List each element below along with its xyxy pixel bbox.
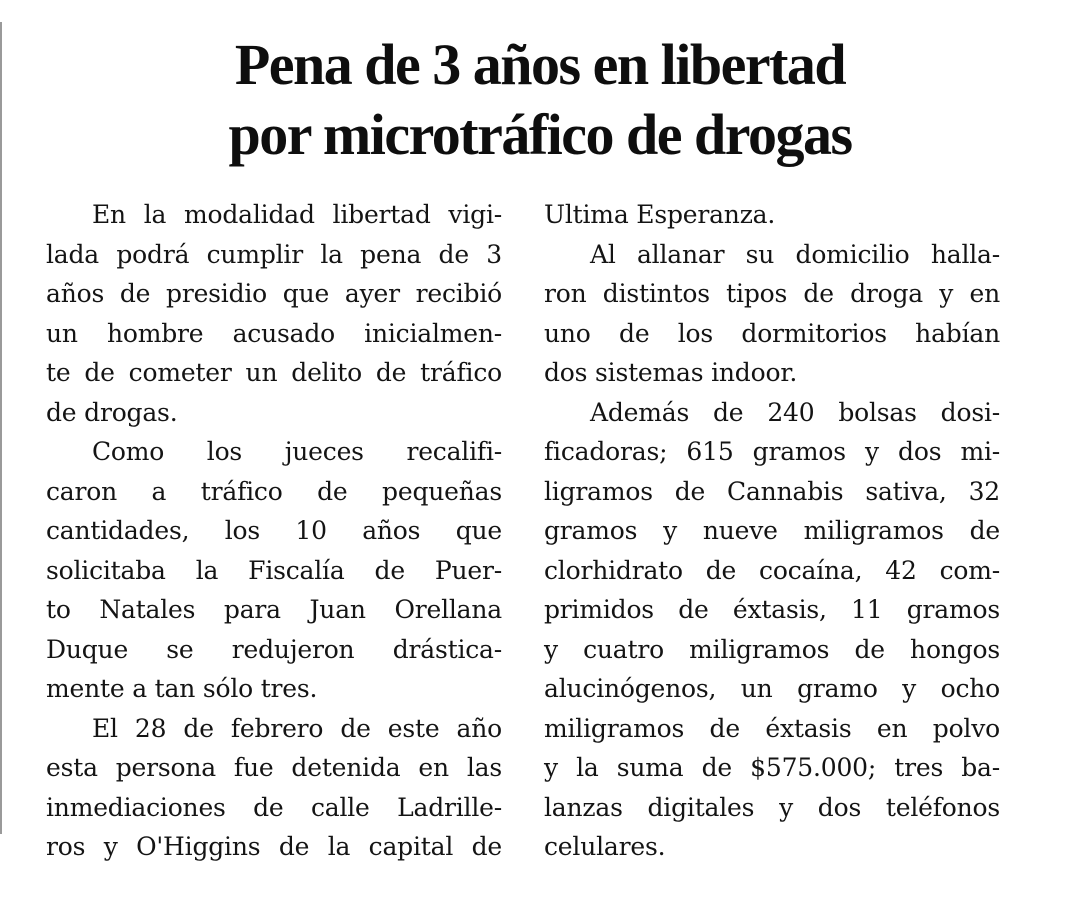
- body-text-line: caron a tráfico de pequeñas: [46, 476, 502, 506]
- body-text-line: inmediaciones de calle Ladrille-: [46, 792, 502, 822]
- body-text-line: y la suma de $575.000; tres ba-: [544, 753, 1000, 782]
- headline-line: Pena de 3 años en libertad: [234, 32, 846, 97]
- left-column: [46, 195, 502, 867]
- body-text-line: ligramos de Cannabis sativa, 32: [544, 476, 1000, 506]
- body-text-line: dos sistemas indoor.: [544, 358, 798, 387]
- body-text-line: Duque se redujeron drástica-: [46, 634, 502, 664]
- body-text-line: miligramos de éxtasis en polvo: [544, 713, 1000, 743]
- body-text-line: primidos de éxtasis, 11 gramos: [544, 595, 1000, 624]
- body-text-line: ron distintos tipos de droga y en: [544, 279, 1000, 308]
- body-text-line: cantidades, los 10 años que: [46, 516, 502, 545]
- body-text-line: años de presidio que ayer recibió: [46, 279, 502, 308]
- body-text-line: En la modalidad libertad vigi-: [92, 200, 502, 229]
- body-text-line: El 28 de febrero de este año: [92, 713, 502, 743]
- body-text-line: Como los jueces recalifi-: [92, 437, 502, 466]
- body-text-line: y cuatro miligramos de hongos: [544, 634, 1000, 664]
- body-text-line: gramos y nueve miligramos de: [544, 516, 1000, 545]
- right-column: [544, 195, 1000, 867]
- body-text-line: celulares.: [544, 832, 666, 861]
- body-text-line: te de cometer un delito de tráfico: [46, 358, 502, 387]
- body-text-line: solicitaba la Fiscalía de Puer-: [46, 555, 502, 585]
- body-text-line: uno de los dormitorios habían: [544, 318, 1000, 348]
- body-text-line: ros y O'Higgins de la capital de: [46, 832, 502, 861]
- body-text-line: Además de 240 bolsas dosi-: [590, 397, 1000, 427]
- body-text-line: clorhidrato de cocaína, 42 com-: [544, 555, 1000, 585]
- body-text-line: mente a tan sólo tres.: [46, 674, 318, 703]
- body-text-line: Ultima Esperanza.: [544, 200, 776, 229]
- body-text-line: lanzas digitales y dos teléfonos: [544, 792, 1000, 822]
- body-text-line: lada podrá cumplir la pena de 3: [46, 239, 502, 269]
- headline-line: por microtráfico de drogas: [228, 102, 852, 167]
- body-text-line: to Natales para Juan Orellana: [46, 595, 502, 624]
- body-text-line: Al allanar su domicilio halla-: [590, 239, 1000, 269]
- body-text-line: esta persona fue detenida en las: [46, 753, 502, 782]
- body-text-line: un hombre acusado inicialmen-: [46, 318, 502, 348]
- body-text-line: de drogas.: [46, 397, 178, 427]
- body-text-line: alucinógenos, un gramo y ocho: [544, 674, 1000, 703]
- body-text-line: ficadoras; 615 gramos y dos mi-: [544, 437, 1000, 466]
